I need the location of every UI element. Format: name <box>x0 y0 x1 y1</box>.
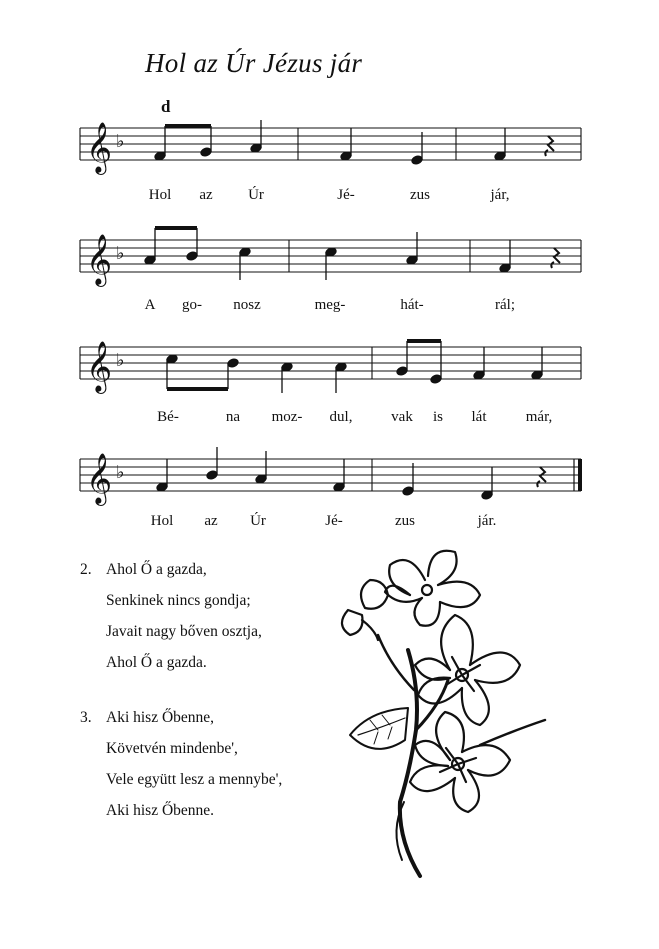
lyrics-line-2 <box>0 297 659 319</box>
rest <box>545 136 554 156</box>
verse-line: Ahol Ő a gazda. <box>106 654 207 671</box>
treble-clef-icon <box>86 453 112 506</box>
syllable: na <box>225 409 241 425</box>
verse-number: 2. <box>80 561 92 578</box>
svg-text:♭: ♭ <box>116 243 125 264</box>
verse-2 <box>80 554 262 678</box>
flat-key-signature <box>116 131 125 152</box>
syllable: A <box>144 297 156 313</box>
verse-line: Követvén mindenbe', <box>106 740 238 757</box>
final-barline <box>578 459 582 491</box>
syllable: az <box>204 513 218 529</box>
syllable: Bé- <box>157 409 179 425</box>
rest <box>537 467 546 487</box>
lyrics-line-1 <box>0 187 659 209</box>
syllable: Hol <box>148 187 172 203</box>
staff-1 <box>0 113 659 183</box>
syllable: Hol <box>150 513 174 529</box>
svg-text:𝄞: 𝄞 <box>86 234 113 285</box>
beam <box>155 226 197 230</box>
syllable: hát- <box>400 297 424 313</box>
svg-text:𝄞: 𝄞 <box>86 341 113 392</box>
syllable: Jé- <box>325 513 343 529</box>
treble-clef-icon <box>86 234 112 287</box>
svg-text:♭: ♭ <box>116 462 125 483</box>
syllable: az <box>199 187 213 203</box>
key-mark: d <box>161 97 171 116</box>
syllable: Jé- <box>337 187 355 203</box>
syllable: rál; <box>495 297 515 313</box>
syllable: dul, <box>329 409 353 425</box>
syllable: jár. <box>477 513 497 529</box>
verse-line: Senkinek nincs gondja; <box>106 592 251 609</box>
syllable: jár, <box>490 187 510 203</box>
verse-number: 3. <box>80 709 92 726</box>
verse-line: Vele együtt lesz a mennybe', <box>106 771 283 788</box>
song-title: Hol az Úr Jézus jár <box>145 48 363 78</box>
syllable: moz- <box>271 409 303 425</box>
rest <box>551 248 560 268</box>
verse-line: Javait nagy bőven osztja, <box>106 623 262 640</box>
flat-key-signature <box>116 350 125 371</box>
flat-key-signature <box>116 243 125 264</box>
syllable: zus <box>395 513 415 529</box>
syllable: nosz <box>233 297 261 313</box>
syllable: már, <box>525 409 553 425</box>
verse-line: Aki hisz Őbenne, <box>106 709 215 726</box>
syllable: Úr <box>250 513 266 529</box>
verse-3 <box>80 702 282 826</box>
verse-line: Aki hisz Őbenne. <box>106 802 215 819</box>
beam <box>165 124 211 128</box>
treble-clef-icon <box>86 122 112 175</box>
lyrics-line-4 <box>0 513 659 535</box>
syllable: Úr <box>248 187 264 203</box>
syllable: zus <box>410 187 430 203</box>
beam <box>167 387 228 391</box>
syllable: is <box>432 409 444 425</box>
svg-text:𝄞: 𝄞 <box>86 453 113 504</box>
treble-clef-icon <box>86 341 112 394</box>
lyrics-line-3 <box>0 409 659 431</box>
staff-2 <box>0 215 659 290</box>
syllable: meg- <box>314 297 346 313</box>
beam <box>407 339 441 343</box>
verse-line: Ahol Ő a gazda, <box>106 561 207 578</box>
flower-illustration <box>330 540 560 880</box>
syllable: vak <box>391 409 413 425</box>
staff-3 <box>0 325 659 400</box>
syllable: lát <box>471 409 487 425</box>
flat-key-signature <box>116 462 125 483</box>
svg-text:𝄞: 𝄞 <box>86 122 113 173</box>
staff-4 <box>0 440 659 510</box>
svg-text:♭: ♭ <box>116 350 125 371</box>
syllable: go- <box>182 297 202 313</box>
svg-text:♭: ♭ <box>116 131 125 152</box>
